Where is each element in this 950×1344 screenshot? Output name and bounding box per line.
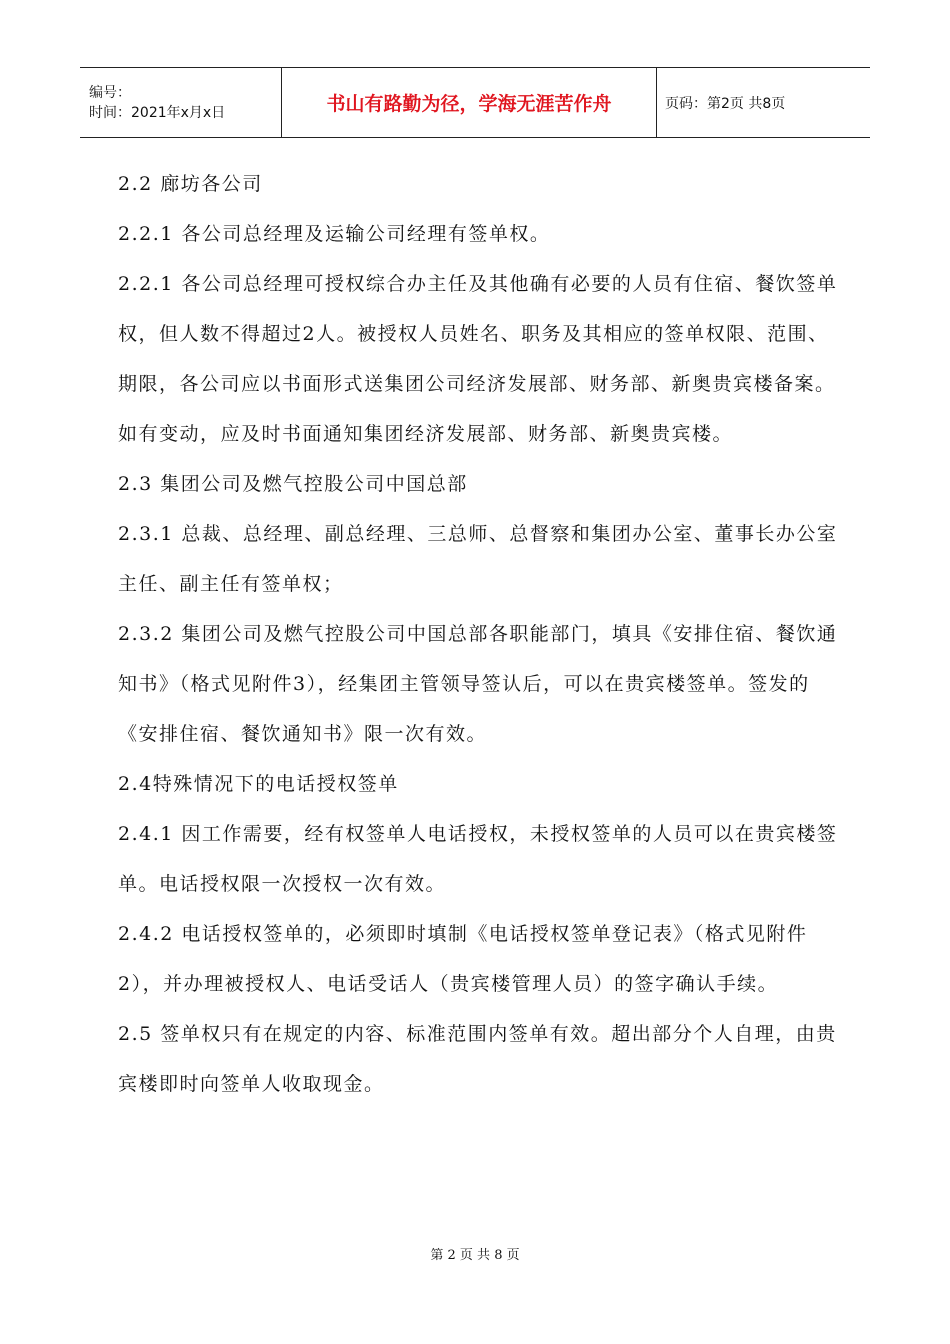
page-footer: 第 2 页 共 8 页 — [430, 1248, 520, 1263]
paragraph: 2.3.1 总裁、总经理、副总经理、三总师、总督察和集团办公室、董事长办公室主任、副主任有签单权； — [118, 523, 838, 595]
number-label: 编号： — [89, 84, 131, 101]
paragraph: 2.5 签单权只有在规定的内容、标准范围内签单有效。超出部分个人自理，由贵宾楼即时向签单人收取现金。 — [118, 1023, 837, 1095]
page-info-text: 页码：第2页 共8页 — [665, 95, 786, 112]
motto-text: 书山有路勤为径，学海无涯苦作舟 — [326, 93, 612, 115]
paragraph: 2.2.1 各公司总经理可授权综合办主任及其他确有必要的人员有住宿、餐饮签单权，但人数不得超过2人。被授权人员姓名、职务及其相应的签单权限、范围、期限，各公司应以书面形式送集团公司经济发展部、财务部、新奥贵宾楼备案。如有变动，应及时书面通知集团经济发展部、财务部、新奥贵宾楼。 — [118, 273, 838, 445]
document-body — [118, 159, 848, 1109]
section-heading-2-3: 2.3 集团公司及燃气控股公司中国总部 — [118, 473, 468, 495]
page-header — [80, 67, 870, 138]
paragraph: 2.2.1 各公司总经理及运输公司经理有签单权。 — [118, 223, 551, 245]
header-page-info — [657, 68, 870, 137]
header-meta — [80, 68, 281, 137]
date-label: 时间：2021年x月x日 — [89, 104, 226, 121]
paragraph: 2.4.1 因工作需要，经有权签单人电话授权，未授权签单的人员可以在贵宾楼签单。电话授权限一次授权一次有效。 — [118, 823, 838, 895]
paragraph: 2.4.2 电话授权签单的，必须即时填制《电话授权签单登记表》（格式见附件2），并办理被授权人、电话受话人（贵宾楼管理人员）的签字确认手续。 — [118, 923, 808, 995]
header-motto-cell — [281, 68, 657, 137]
paragraph: 2.3.2 集团公司及燃气控股公司中国总部各职能部门，填具《安排住宿、餐饮通知书》（格式见附件3），经集团主管领导签认后，可以在贵宾楼签单。签发的《安排住宿、餐饮通知书》限一次有效。 — [118, 623, 838, 745]
section-heading-2-4: 2.4特殊情况下的电话授权签单 — [118, 773, 399, 795]
section-heading-2-2: 2.2 廊坊各公司 — [118, 173, 263, 195]
